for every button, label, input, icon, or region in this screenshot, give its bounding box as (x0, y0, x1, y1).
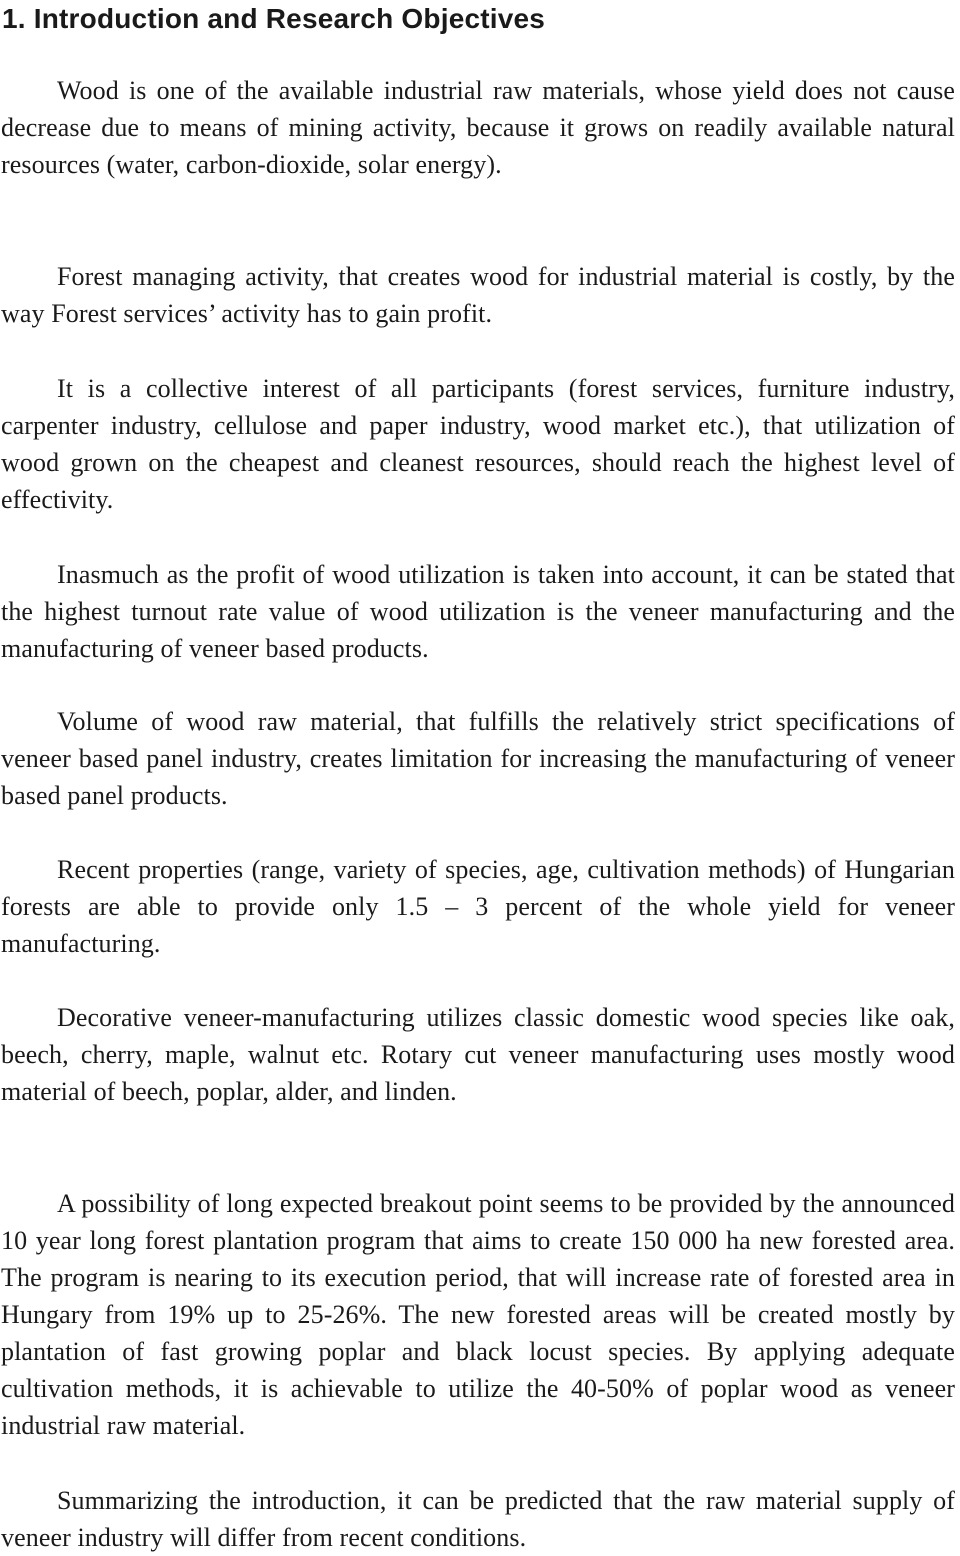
paragraph-plantation-program: A possibility of long expected breakout point seems to be provided by the announced 10 year long forest plantation program that aims to create 150 000 ha new forested area. The program is nearing to its execution period, that will increase rate of forested area in Hungary from 19% up to 25-26%. The new forested areas will be created mostly by plantation of fast growing poplar and black locust species. By applying adequate cultivation methods, it is achievable to utilize the 40-50% of poplar wood as veneer industrial raw material. (1, 1189, 955, 1440)
paragraph-profit-utilization: Inasmuch as the profit of wood utilization is taken into account, it can be stated that the highest turnout rate value of wood utilization is the veneer manufacturing and the manufacturing of veneer based products. (1, 560, 955, 663)
paragraph-volume-limitation: Volume of wood raw material, that fulfills the relatively strict specifications of veneer based panel industry, creates limitation for increasing the manufacturing of veneer based panel products. (1, 707, 955, 810)
paragraph-hungarian-forests: Recent properties (range, variety of species, age, cultivation methods) of Hungarian forests are able to provide only 1.5 – 3 percent of the whole yield for veneer manufacturing. (1, 855, 955, 958)
paragraph-collective-interest: It is a collective interest of all participants (forest services, furniture industry, carpenter industry, cellulose and paper industry, wood market etc.), that utilization of wood grown on the cheapest and cleanest resources, should reach the highest level of effectivity. (1, 374, 955, 514)
section-heading: 1. Introduction and Research Objectives (2, 3, 546, 34)
paragraph-forest-managing: Forest managing activity, that creates wood for industrial material is costly, by the way Forest services’ activity has to gain profit. (1, 262, 955, 328)
paragraph-summary: Summarizing the introduction, it can be predicted that the raw material supply of veneer industry will differ from recent conditions. (1, 1486, 955, 1552)
paragraph-decorative-veneer: Decorative veneer-manufacturing utilizes classic domestic wood species like oak, beech, cherry, maple, walnut etc. Rotary cut veneer manufacturing uses mostly wood material of beech, poplar, alder, and linden. (1, 1003, 955, 1106)
paragraph-wood-raw-material: Wood is one of the available industrial raw materials, whose yield does not cause decrease due to means of mining activity, because it grows on readily available natural resources (water, carbon-dioxide, solar energy). (1, 76, 955, 179)
